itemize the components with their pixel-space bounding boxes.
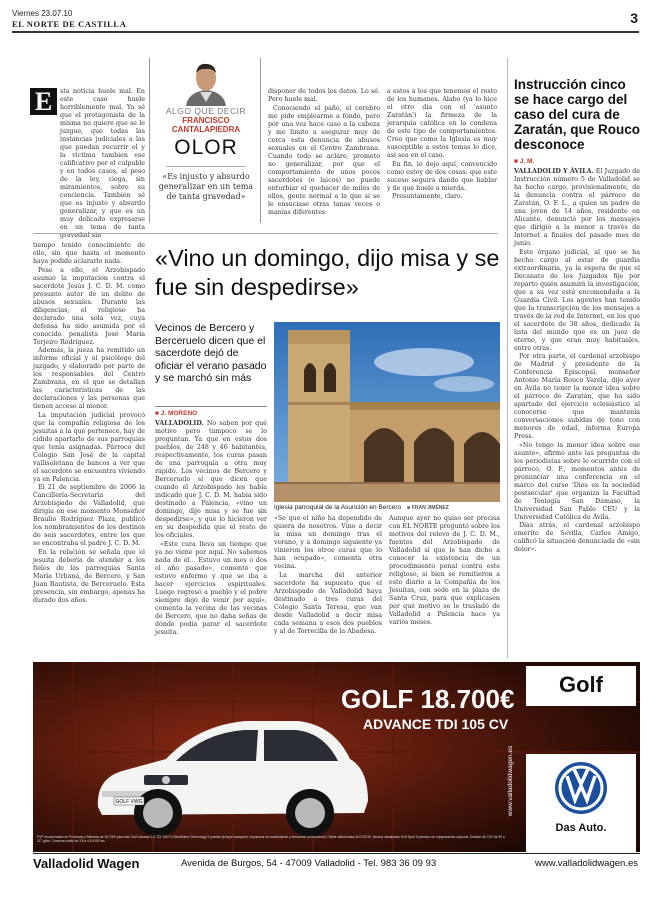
car-advertisement[interactable] xyxy=(33,662,640,852)
opinion-bottom-rule xyxy=(33,233,498,234)
dealer-address: Avenida de Burgos, 54 - 47009 Valladolid - Tel. 983 36 09 93 xyxy=(181,858,437,869)
opinion-col-1: sta noticia huele mal. En este caso huele horriblemente mal. Ya sé que el protagonista de la misma no quiere que se le juzgue, que todas las instancias judiciales a las que puedan recurrir el y la victima tambien ese calificativo por el culpable y en todos casos, al peso de la ley, ciega, sin miramientos, sobre su conciencia. También sé que es injusto y absurdo generalizar, y que es un muy delicado expresarse en un tema de tanta gravedad sin xyxy=(60,88,145,239)
sidebar-location: VALLADOLID Y ÁVILA. xyxy=(514,168,594,175)
sidebar-divider xyxy=(507,58,508,658)
vw-tagline: Das Auto. xyxy=(555,822,607,834)
opinion-quote: «Es injusto y absurdo generalizar en un tema de tanta gravedad» xyxy=(158,172,254,201)
car-image xyxy=(88,697,373,842)
quote-rule xyxy=(166,166,246,167)
dealer-website[interactable]: www.valladolidwagen.es xyxy=(535,858,638,869)
header-rule xyxy=(12,31,639,33)
sidebar-headline: Instrucción cinco se hace cargo del caso del cura de Zaratán, que Rouco desconoce xyxy=(514,77,641,152)
page-number: 3 xyxy=(630,10,638,26)
ad-version: ADVANCE TDI 105 CV xyxy=(363,716,509,732)
license-plate: GOLF VWG xyxy=(115,799,143,805)
main-location: VALLADOLID. xyxy=(155,420,204,427)
opinion-col-4: a estos a los que tenemos el resto de los humanos. Alabo (ya lo hice el otro día con el 'asunto Zaratán') la firmeza de la jerarquía católica en la condena de este tipo de comportamientos. Creo que como la Iglesia es muy susceptible a estos temas lo dice, así sea en el caso. En fin, lo dejo aquí, convencido como estoy de dos cosas: que este suceso seguirá dando que hablar y de que huele a mierda. Presuntamente, claro. xyxy=(387,88,497,200)
main-headline: «Vino un domingo, dijo misa y se fue sin despedirse» xyxy=(155,245,500,300)
photo-credit-marker: ■ xyxy=(407,505,411,511)
vw-logo-icon xyxy=(553,760,609,816)
main-subhead: Vecinos de Bercero y Berceruelo dicen que el sacerdote dejó de oficiar el verano pasado y se marchó sin más xyxy=(155,322,267,384)
byline-marker: ■ xyxy=(514,158,520,165)
issue-date: Viernes 23.07.10 xyxy=(12,9,73,18)
subhead-rule xyxy=(155,406,267,407)
main-byline: ■ J. MORENO xyxy=(155,410,198,417)
vw-logo-box xyxy=(526,754,636,852)
main-col-b: «Se que el niño ha dependido de quiera de nosotros. Vino a decir la misa un domingo tras el verano, y a domingo siguiente ya vinieron los otros curas que lo han ocupado», comenta otra vecina. La marcha del anterior sacerdote ha supuesto que el Arzobispado de Valladolid haya destinado a tres curas del Colegio Santa Teresa, que van desde Valladolid a decir misa cada semana a esos dos pueblos y al de Torrecilla de la Abadesa. xyxy=(274,515,382,635)
ad-fine-print: PVP recomendado en Península y Baleares de 18.700€ para este Golf Advance 1.6 TDI 105 CV BlueMotion Technology 5 puertas (incluye transporte, impuestos de matriculación y descuento promocional). Oferta válida hasta 31/07/2010. Modelo visualizado Golf Sport 5 puertas con equipamiento opcional. Emisión de CO2 de 99 a 117 g/km. Consumo mixto de 3,8 a 4,5 l/100 km. xyxy=(37,835,505,843)
church-photo xyxy=(274,322,500,502)
opinion-author: FRANCISCO CANTALAPIEDRA xyxy=(171,116,241,134)
byline-marker: ■ xyxy=(155,410,161,417)
sidebar-body: VALLADOLID Y ÁVILA. El Juzgado de Instrucción número 5 de Valladolid se ha hecho cargo, provisionalmente, de la denuncia contra el párroco de Zaratán, O. F. L., a quien un padre de una joven de 14 años, residente en Alicante, denunció por los mensajes que dirigió a la menor a través de Internet a finales del pasado mes de junio. Este órgano judicial, al que se ha hecho cargo al estar de guardia extraordinaria, ya la espera de que el Decanato de los Juzgados fije por reparto quién asumirá la investigación, que a su vez está encomendada a la Guardia Civil. Los agentes han tenido que la transcripción de los mensajes a través de la red de Internet, en los que el sacerdote de 38 años, dedicado la lista del mundo que es un juez de eterno, y que eran muy habituales, entre otras. Por otra parte, el cardenal arzobispo de Madrid y presidente de la Conferencia Episcopal, monseñor Antonio María Rouco Varela, dijo ayer en Ávila no tener la menor idea sobre el párroco de Zaratán, que ha sido apartado del ejercicio eclesiástico al conocerse que mantenía conversaciones subidas de tono con menores de edad, informa Europa Press. «No tengo la menor idea sobre ese asunto», afirmó ante las preguntas de los periodistas sobre lo ocurrido con el párroco, O. F., momentos antes de pronunciar una conferencia en el marco del curso 'Dios en la sociedad postsecular' que organiza la Facultad de Teología San Dámaso, la Universidad San Pablo CEU y la Universidad Católica de Ávila. Días atrás, el cardenal arzobispo emérito de Sevilla, Carlos Amigo, calificó la situación denunciada de «sin dolor». xyxy=(514,168,640,553)
main-col-a: VALLADOLID. No saben por qué motivo pero tampoco se lo preguntan. Ya que en estos dos pueblos, de 248 y 46 habitantes, respectivamente, los curas pasan de una parroquia a otra muy rápido. Los vecinos de Bercero y Berceruelo sí que dicen que cuando el Arzobispado les había indicado que J. C. D. M. había sido destinado a Palencia, «vino un domingo, dijo misa y se fue sin despedirse», y que lo hicieron ver en su despedida que el resto de los oficiales. «Este cura lleva un tiempo que ya no viene por aquí. No sabemos nada de él... Estuvo un mes o dos el año pasado», comentó que estuvo enfermo y que se iba a hacer ejercicios espirituales. Luego regresó a pueblo y el pobre siempre dejó de venir por aquí», comenta la vecina de las vecinas de Bercero, que no daba señas de dónde podía parar el sacerdote jesuita. xyxy=(155,420,267,636)
photo-caption: Iglesia parroquial de la Asunción en Bercero ■ FRAN JIMÉNEZ xyxy=(274,504,449,511)
photo-credit: FRAN JIMÉNEZ xyxy=(411,505,449,511)
opinion-box xyxy=(149,58,261,223)
golf-logo-box xyxy=(526,666,636,706)
dealer-strip xyxy=(33,853,640,873)
main-lead-column: tiempo tenido conocimiento de ello, sin que hasta el momento haya podido aclararlo nada. Pese a ello, el Arzobispado asumió la imputación contra el sacerdote Jesús J. C. D. M. como presunto autor de un delito de abusos sexuales. Durante las diligencias, el religioso ha declarado una sola vez, cuya defensa ha sido asumida por el conocido penalista José María Terjeiro Rodríguez. Además, la jueza ha remitido un informe oficial y el psicólogo del juzgado, y elaborado por parte de los responsables del Centro Zambrana, en el que se detallan las características de las declaraciones y las personas que tienen acceso al menor. La imputación judicial provocó que la compañía religiosa de los jesuitas a la que pertenece, hay de cidido apartarlo de sus parroquias que tenía asignadas. Párroco del Colegio San José de la capital vallisoletana de bancos a ver que el sacerdote se encuentra viviendo ya en Palencia. El 21 de septiembre de 2006 la Cancillería-Secretaría del Arzobispado de Valladolid, que dirigía en ese momento Monseñor Braulio Rodríguez Plaza, publicó los nombramientos de los destinos de seis sacerdotes, entre los que se encontraba el padre J. C. D. M. En la relación se señala que el jesuita debería de atender a los fieles de las parroquias Santa María Urbana, de Bercero, y San Juan Bautista, de Berceruelo. Esta presencia, sin embargo, apenas ha durado dos años. xyxy=(33,242,145,604)
opinion-title: OLOR xyxy=(174,136,238,159)
sidebar-byline: ■ J. M. xyxy=(514,158,535,165)
golf-logo: Golf xyxy=(559,672,603,697)
drop-cap: E xyxy=(30,88,57,115)
ad-model-price: GOLF 18.700€ xyxy=(341,684,515,714)
dealer-name: Valladolid Wagen xyxy=(33,856,140,871)
newspaper-name: EL NORTE DE CASTILLA xyxy=(12,19,127,29)
ad-side-url: www.valladolidwagen.es xyxy=(507,745,514,817)
opinion-col-3: disponer de todos los datos. Lo sé. Pero huele mal. Conociendo el paño, el cerebro me pide emplearme a fondo, pero por una vez hace caso a la cabeza y me limito a asegurar muy de cerca esta denuncia de abusos sexuales en el Centro Zambrana. Cuando todo se aclare, prometo no generalizar, por que el comportamiento de unos pocos sacerdotes (o laicos) no puede enturbiar el quehacer de miles de ellos, gente normal a la que si se le ensuciase otras tanas veces o manías diferentes xyxy=(268,88,380,216)
main-col-c: Aunque ayer no quiso ser precisa con EL NORTE preguntó sobre los motivos del relevo de J. C. D. M., fuentes del Arzobispado de Valladolid sí que le han dicho a conocer la existencia de un procedimiento penal contra este religioso, si bien se remitieron a este diario a la Compañía de los Jesuitas, con sede en la plaza de Santa Cruz, para que explicasen por qué motivo se le trasladó de Valladolid a Palencia hace ya varios meses. xyxy=(389,515,500,626)
opinion-section-label: ALGO QUE DECIR xyxy=(165,106,247,116)
author-portrait xyxy=(170,58,242,106)
